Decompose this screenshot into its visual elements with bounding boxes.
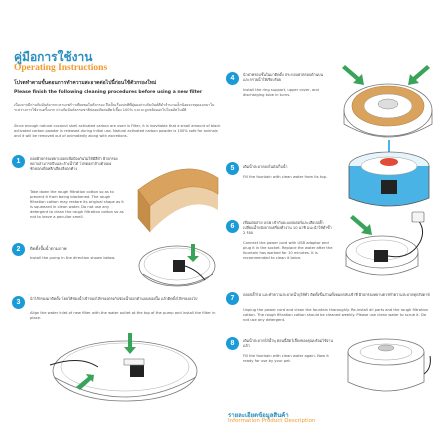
- step-6-text-en: Connect the power cord with USB adaptor and plug it in the socket. Replace the water after the fountain has worked for 10 minutes. It is recommended to clean it twice.: [243, 241, 333, 260]
- title-en: Operating Instructions: [14, 63, 108, 73]
- intro-heading-en: Please finish the following cleaning procedures before using a new filter: [14, 90, 203, 95]
- intro-heading-th: โปรดทำตามขั้นตอนการทำความสะอาดต่อไปนี้ก่อนใช้ตัวกรองใหม่: [14, 80, 157, 86]
- step-7-text-th: ถอดปลั๊กไฟ และทำความสะอาดน้ำพุให้ทั่ว ติดตั้งชิ้นส่วนทั้งหมดกลับเข้าที่ ฝ้ายกรองหยาบควรทำความสะอาดทุกสัปดาห์: [243, 293, 430, 297]
- step-8-text-th: เติมน้ำสะอาดใส่น้ำพุ ตอนนี้สัตว์เลี้ยงของคุณพร้อมใช้งานแล้ว: [243, 339, 333, 348]
- step-4-text-th: นำฝาครอบชั้นในมาติดตั้ง ประกอบฝาครอบด้านบนและกรวยน้ำให้เรียบร้อย: [243, 73, 323, 82]
- step-8-text-en: Fill the fountain with clean water again. Now it ready for use by your pet.: [243, 354, 329, 363]
- step-5-text-th: เติมน้ำสะอาดลงในถังเก็บน้ำ: [243, 165, 288, 169]
- step-1-text-th: ถอดฝ้ายกรองหยาบออกเพื่อป้องกันไม่ให้มีสีดำ ฝ้ายกรองหยาบสามารถบีบและล้างน้ำได้ โปรดอย่าล้างด้วยผงซักฟอกเพื่อหลีกเลี่ยงสิ่งตกค้าง: [30, 157, 118, 171]
- title-th: คู่มือการใช้งาน: [14, 50, 93, 64]
- step-3-text-th: นำไส้กรองมาติดตั้ง โดยให้ช่องน้ำเข้าของไส้กรองตรงกับช่องน้ำออกด้านบนของปั๊ม แล้วติดตั้งไส้กรองลงไป: [30, 297, 198, 301]
- step-7-number: 7: [226, 292, 239, 305]
- step-5-number: 5: [226, 162, 239, 175]
- step-1-sponge-illustration: [128, 160, 220, 240]
- step-8-number: 8: [226, 337, 239, 350]
- step-3-text-en: Align the water inlet of new filter with the water outlet at the top of the pump and install the filter in place.: [30, 311, 216, 320]
- step-8-ready-illustration: [340, 328, 435, 403]
- step-6-usb-adapter-illustration: [338, 212, 438, 292]
- step-7-text-en: Unplug the power cord and clean the fountain thoroughly. Re-install all parts and the rough filtration cotton. The rough filtration cotton should be cleaned weekly. Please use clean water to scrub it. Do not use any detergent.: [243, 308, 429, 322]
- step-4-text-en: Install the ring support, upper cover, and discharging tube in turns.: [243, 88, 319, 97]
- intro-paragraph-en: Since enough natural coconut shell activated carbon are used in Filter, it is inevitable that a small amount of black activated carbon powder is released during initial use. Natural activated carbon powder is 100% safe for animals and it will be removed out of animatedly along with excretions.: [14, 124, 221, 138]
- step-5-fill-water-illustration: [345, 140, 435, 215]
- intro-paragraph-th: เนื่องจากมีถ่านกัมมันต์จากกะลามะพร้าวเพียงพอในตัวกรอง จึงเป็นเรื่องปกติที่ฝุ่นผงถ่านกัมมันต์สีดำจำนวนเล็กน้อยจะหลุดออกมาในระหว่างการใช้งานครั้งแรก ถ่านกัมมันต์ธรรมชาติปลอดภัยต่อสัตว์เลี้ยง 100% และจะถูกขจัดออกไปโดยอัตโนมัติ: [14, 103, 215, 112]
- step-1-text-en: Take down the rough filtration cotton so as to prevent it from being blackened. The rough filtration cotton may restore its original shape as it is squeezed in clean water. Do not use any detergent to clean the rough filtration cotton so as not to leave a peculiar smell.: [30, 190, 124, 219]
- step-6-text-th: เชื่อมต่อสาย USB เข้ากับอะแดปเตอร์และเสียบปลั๊ก เปลี่ยนน้ำหลังจากเครื่องทำงาน 10 นาที แนะนำให้ทำซ้ำ 2 รอบ: [243, 221, 332, 235]
- step-4-number: 4: [226, 72, 239, 85]
- step-6-number: 6: [226, 220, 239, 233]
- footer-th: รายละเอียดข้อมูลสินค้า: [228, 412, 289, 419]
- step-2-pump-illustration: [135, 230, 220, 292]
- step-2-text-en: Install the pump in the direction shown below.: [30, 256, 116, 260]
- step-2-number: 2: [12, 243, 25, 256]
- step-4-cover-illustration: [336, 50, 436, 150]
- step-3-number: 3: [12, 296, 25, 309]
- step-3-filter-illustration: [40, 325, 210, 405]
- step-2-text-th: ติดตั้งปั๊มน้ำตามภาพ: [30, 246, 67, 251]
- footer-en: Information Product Description: [228, 418, 316, 424]
- step-1-number: 1: [12, 155, 25, 168]
- step-5-text-en: Fill the fountain with clean water from its top.: [243, 175, 328, 179]
